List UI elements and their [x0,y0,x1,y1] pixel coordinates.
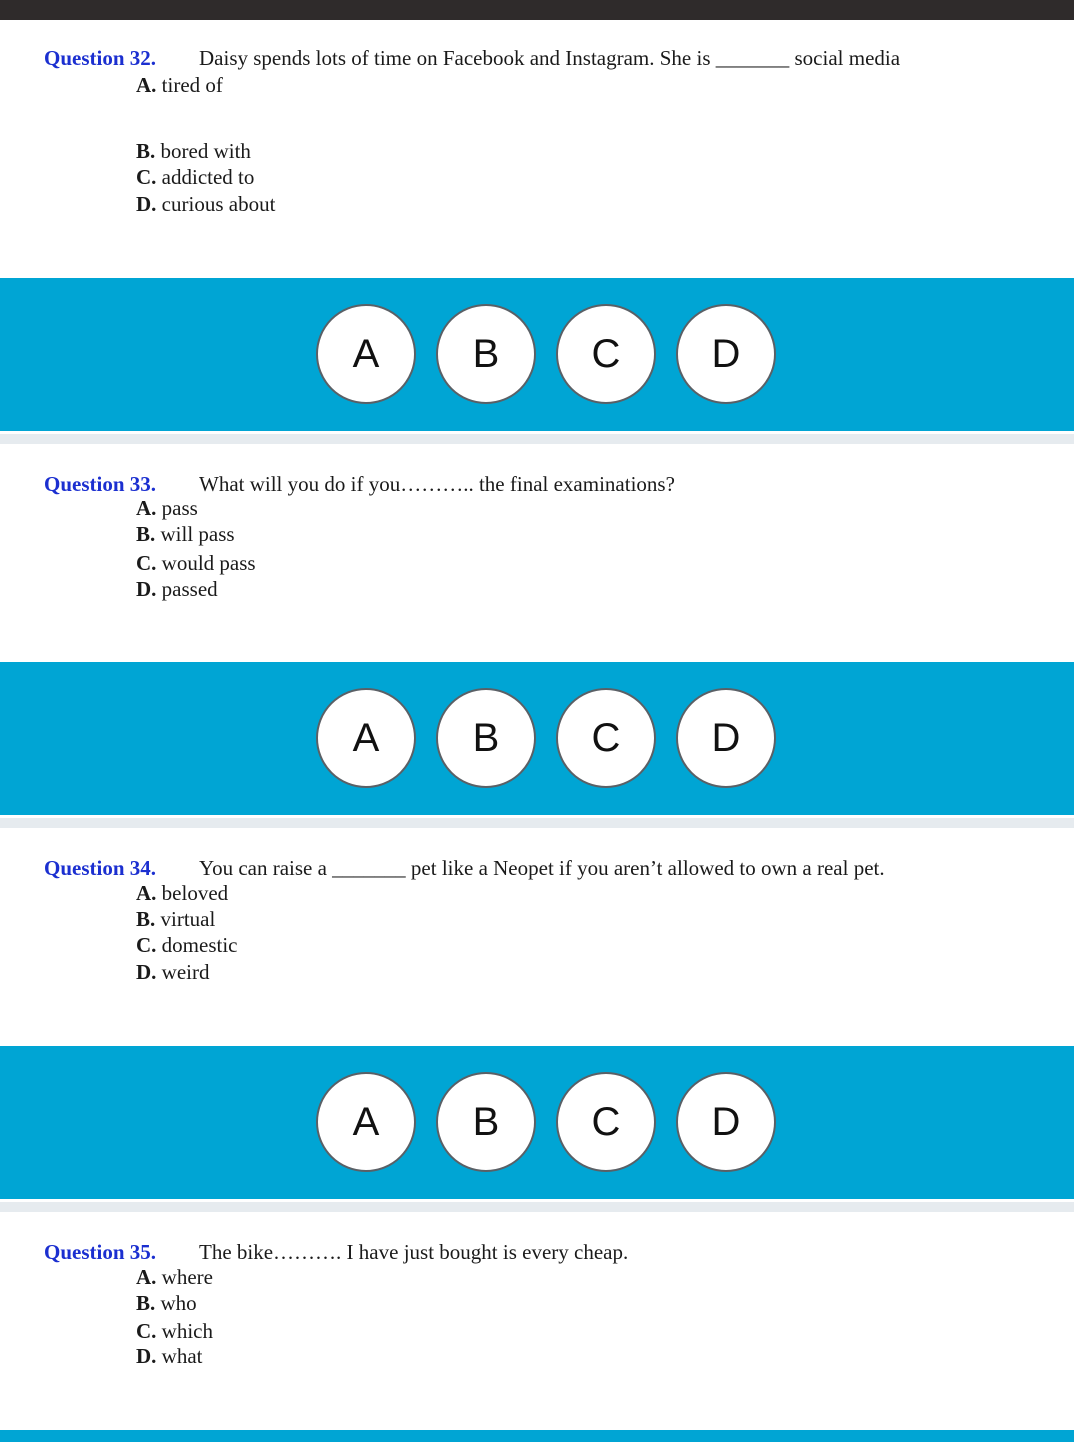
question-number: Question 34. [44,856,157,880]
option-a: A. where [136,1265,213,1289]
answer-b-button[interactable]: B [436,1072,536,1172]
answer-b-button[interactable]: B [436,304,536,404]
answer-c-button[interactable]: C [556,304,656,404]
question-stem: You can raise a _______ pet like a Neopet if you aren’t allowed to own a real pet. [199,856,885,880]
question-stem: The bike………. I have just bought is every cheap. [199,1240,629,1264]
question-number: Question 32. [44,46,157,70]
question-text [44,1239,628,1265]
option-b: B. will pass [136,522,235,546]
answer-bar-32 [0,278,1074,431]
answer-a-button[interactable]: A [316,1072,416,1172]
option-a: A. beloved [136,881,229,905]
answer-a-button[interactable]: A [316,688,416,788]
question-text [44,855,885,881]
option-d: D. what [136,1344,203,1368]
option-b: B. who [136,1291,197,1315]
option-c: C. would pass [136,551,256,575]
option-c: C. addicted to [136,165,255,189]
divider [0,434,1074,444]
question-number: Question 35. [44,1240,157,1264]
option-b: B. bored with [136,139,251,163]
answer-a-button[interactable]: A [316,304,416,404]
divider [0,1202,1074,1212]
option-d: D. weird [136,960,210,984]
option-a: A. tired of [136,73,223,97]
answer-c-button[interactable]: C [556,688,656,788]
option-b: B. virtual [136,907,216,931]
top-status-bar [0,0,1074,20]
option-d: D. passed [136,577,218,601]
option-c: C. domestic [136,933,238,957]
option-a: A. pass [136,496,198,520]
option-c: C. which [136,1319,213,1343]
question-stem: What will you do if you……….. the final examinations? [199,472,675,496]
question-text [44,45,900,71]
question-number: Question 33. [44,472,157,496]
answer-d-button[interactable]: D [676,688,776,788]
answer-bar-35-partial [0,1430,1074,1442]
option-d: D. curious about [136,192,276,216]
answer-d-button[interactable]: D [676,304,776,404]
question-text [44,471,675,497]
answer-d-button[interactable]: D [676,1072,776,1172]
answer-b-button[interactable]: B [436,688,536,788]
answer-bar-34 [0,1046,1074,1199]
divider [0,818,1074,828]
answer-bar-33 [0,662,1074,815]
answer-c-button[interactable]: C [556,1072,656,1172]
question-stem: Daisy spends lots of time on Facebook and Instagram. She is _______ social media [199,46,901,70]
